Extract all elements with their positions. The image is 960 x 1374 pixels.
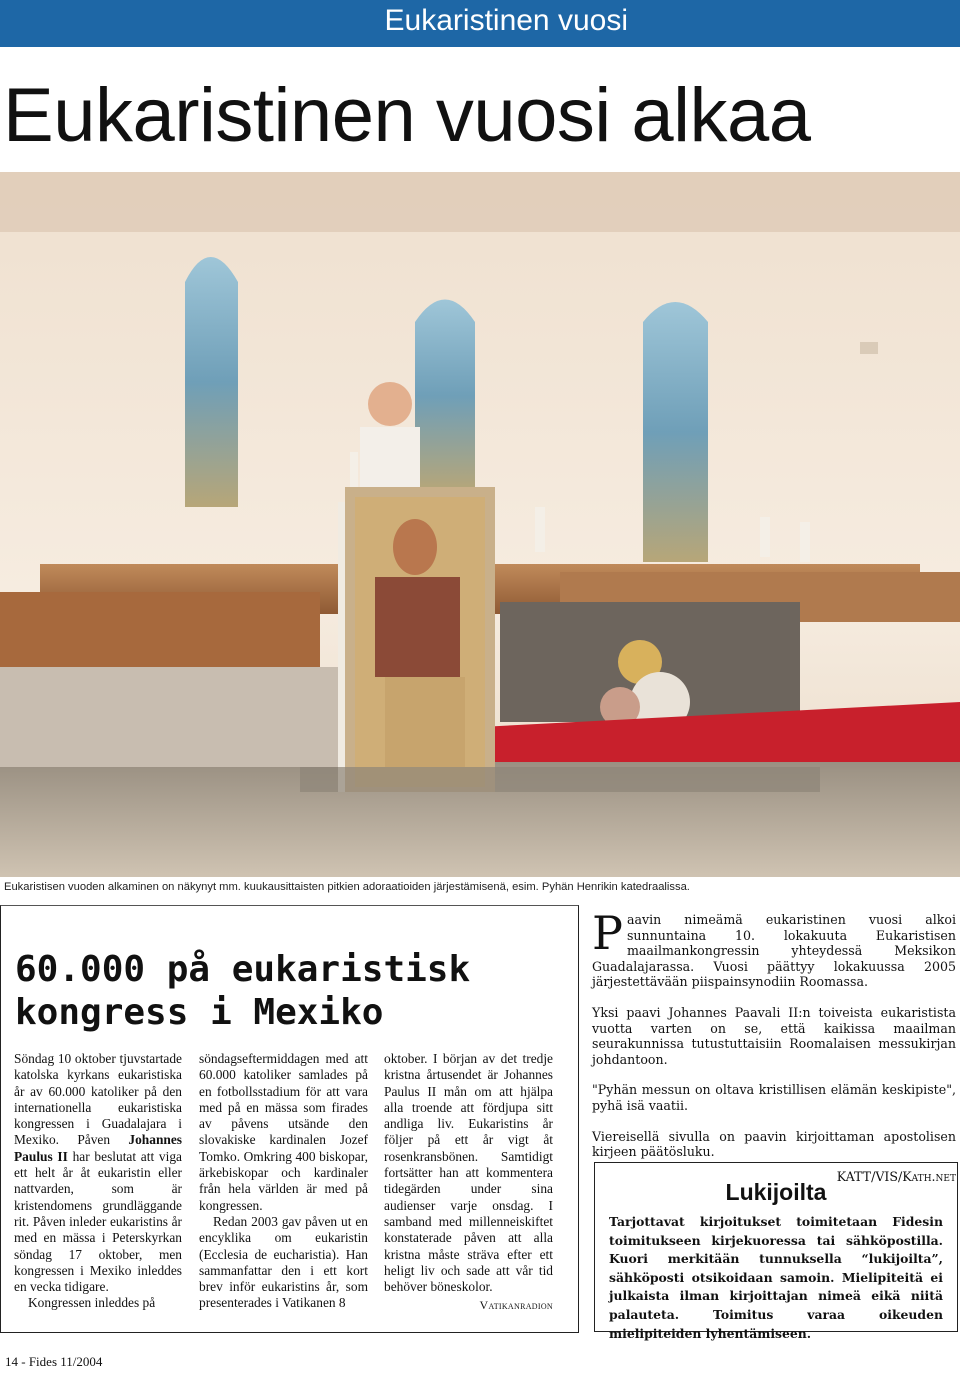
article-column-2 bbox=[199, 1051, 368, 1312]
letters-body: Tarjottavat kirjoitukset toimitetaan Fidesin toimitukseen kirjekuoressa tai sähköpostilla. Kuori merkitään tunnuksella “lukijoilta”, sähköposti otsikoidaan samoin. Mielipiteitä ei julkaista ilman kirjoittajan nimeä eikä niitä palauteta. Toimitus varaa oikeuden mielipiteiden lyhentämiseen. bbox=[609, 1214, 943, 1341]
column-2-paragraph-1: söndagseftermiddagen med att 60.000 katoliker samlades på en fotbollsstadium för att vara med på en mässa som firades av påvens utsände den slovakiske kardinalen Jozef Tomko. Omkring 400 biskopar, ärkebiskopar och kardinaler från hela världen är med på kongressen. bbox=[199, 1051, 368, 1213]
page-footer: 14 - Fides 11/2004 bbox=[5, 1354, 103, 1369]
column-1-paragraph bbox=[14, 1051, 182, 1295]
article-column-1 bbox=[14, 1051, 182, 1312]
column-2-paragraph-2: Redan 2003 gav påven ut en encyklika om eukaristin (Ecclesia de eucharistia). Han sammanfattar den i ett kort brev inför eukaristins år, som presenterades i Vatikanen 8 bbox=[199, 1213, 368, 1311]
page-headline: Eukaristinen vuosi alkaa bbox=[3, 73, 811, 158]
finnish-paragraph-1 bbox=[592, 906, 956, 990]
photo-caption: Eukaristisen vuoden alkaminen on näkynyt mm. kuukausittaisten pitkien adoraatioiden järjestämisenä, esim. Pyhän Henrikin katedraalissa. bbox=[4, 881, 690, 893]
article-source: Vatikanradion bbox=[479, 1298, 553, 1313]
finnish-source: KATT/VIS/Kath.net bbox=[836, 1168, 956, 1184]
col1-text-a: Söndag 10 oktober tjuvstartade katolska kyrkans eukaristiska år av 60.000 katoliker på den internationella eukaristiska kongressen i Guadalajara i Mexiko. Påven bbox=[14, 1051, 182, 1148]
col1-name: Johannes Paulus II bbox=[14, 1132, 182, 1164]
column-1-paragraph-2: Kongressen inleddes på bbox=[28, 1295, 156, 1311]
church-photo bbox=[0, 172, 960, 877]
article-headline bbox=[15, 948, 575, 1034]
letters-box bbox=[594, 1162, 958, 1341]
dropcap: P bbox=[592, 906, 623, 960]
finnish-paragraph-1-text: aavin nimeämä eukaristinen vuosi alkoi sunnuntaina 10. lokakuuta Eukaristisen maailmankongressin yhteydessä Meksikon Guadalajarassa. Vuosi päättyy lokakuussa 2005 järjestettävään piispainsynodiin Roomassa. bbox=[592, 912, 956, 990]
article-headline-line2: kongress i Mexiko bbox=[15, 992, 384, 1033]
section-title: Eukaristinen vuosi bbox=[384, 4, 628, 37]
column-3-paragraph: oktober. I början av det tredje kristna årtusendet är Johannes Paulus II mån om att hjälpa alla troende att fördjupa sitt andliga liv. Eukaristins år följer på ett år vigt åt rosenkransbönen. Samtidigt fortsätter han att kommentera tidegärden under sina audienser varje onsdag. I samband med millenneiskiftet konstaterade påven att alla kristna måste sträva efter ett heligt liv och sade att vår tid behöver böneskolor. bbox=[384, 1051, 553, 1295]
col1-text-b: har beslutat att viga ett helt år åt eukaristin eller nattvarden, som är kristendomens grundläggande rit. Påven inleder eukaristins år med en mässa i Peterskyrkan söndag 17 oktober, men kongressen i Mexiko inleddes en vecka tidigare. bbox=[14, 1148, 182, 1295]
finnish-article bbox=[592, 906, 956, 1184]
finnish-paragraph-2: Yksi paavi Johannes Paavali II:n toiveista eukaristista vuotta varten on se, että kaikissa maailman seurakunnissa tutustuttaisiin Roomalaisen messukirjan johdantoon. bbox=[592, 1004, 956, 1067]
article-column-3 bbox=[384, 1051, 553, 1314]
section-banner bbox=[0, 0, 960, 47]
letters-title: Lukijoilta bbox=[725, 1179, 827, 1205]
finnish-paragraph-3: "Pyhän messun on oltava kristillisen elämän keskipiste", pyhä isä vaatii. bbox=[592, 1082, 956, 1113]
article-headline-line1: 60.000 på eukaristisk bbox=[15, 949, 471, 990]
finnish-paragraph-4: Viereisellä sivulla on paavin kirjoittaman apostolisen kirjeen päätösluku. bbox=[592, 1128, 956, 1160]
